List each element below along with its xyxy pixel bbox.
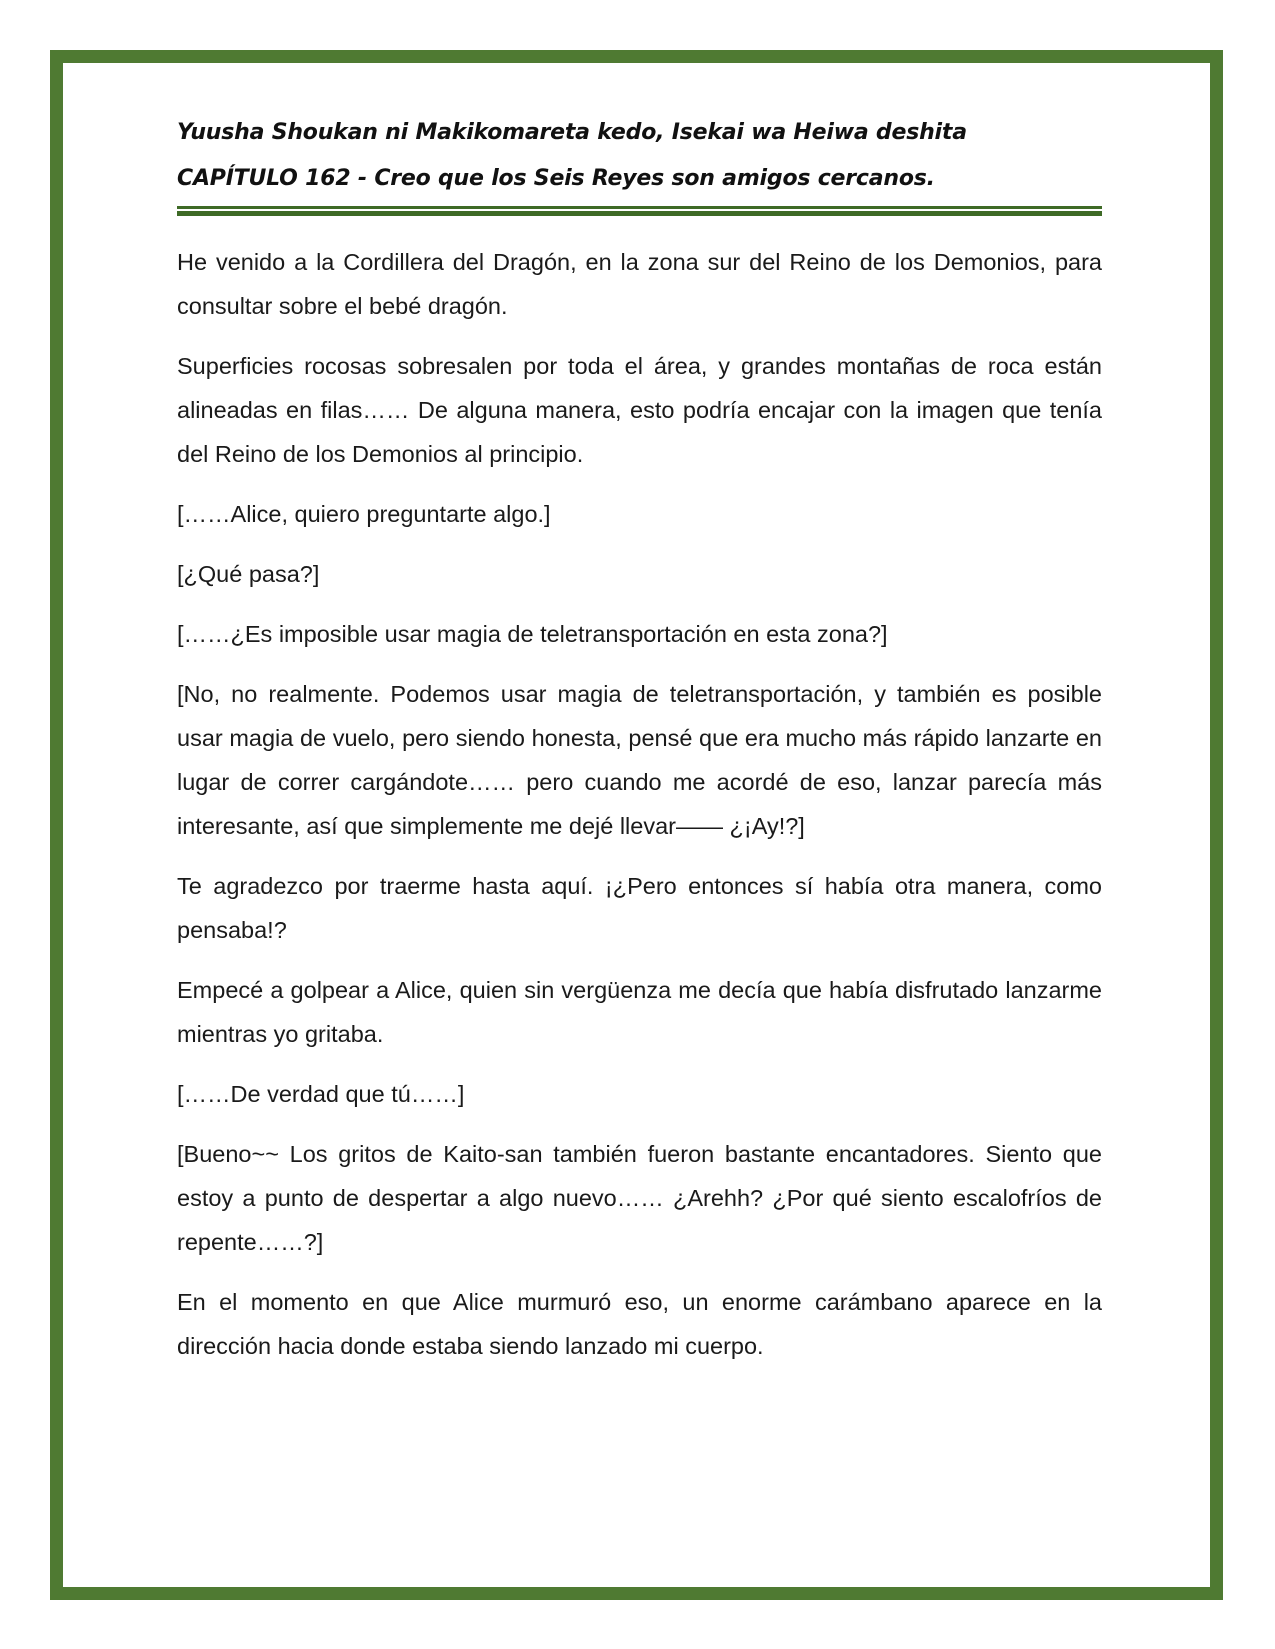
paragraph: Empecé a golpear a Alice, quien sin vergüenza me decía que había disfrutado lanzarme mientras yo gritaba. — [177, 977, 1102, 1047]
document-content — [177, 110, 1102, 1384]
paragraph: Te agradezco por traerme hasta aquí. ¡¿Pero entonces sí había otra manera, como pensaba!? — [177, 873, 1102, 943]
series-title: Yuusha Shoukan ni Makikomareta kedo, Isekai wa Heiwa deshita — [177, 120, 967, 145]
paragraph: [Bueno~~ Los gritos de Kaito-san también fueron bastante encantadores. Siento que estoy a punto de despertar a algo nuevo…… ¿Arehh? ¿Por qué siento escalofríos de repente……?] — [177, 1141, 1102, 1255]
paragraph: [……De verdad que tú……] — [177, 1081, 465, 1107]
title-divider — [177, 206, 1102, 216]
paragraph: [……Alice, quiero preguntarte algo.] — [177, 501, 551, 527]
paragraph: Superficies rocosas sobresalen por toda el área, y grandes montañas de roca están alineadas en filas…… De alguna manera, esto podría encajar con la imagen que tenía del Reino de los Demonios al principio. — [177, 353, 1102, 467]
paragraph: [……¿Es imposible usar magia de teletransportación en esta zona?] — [177, 621, 888, 647]
paragraph: En el momento en que Alice murmuró eso, un enorme carámbano aparece en la dirección hacia donde estaba siendo lanzado mi cuerpo. — [177, 1289, 1102, 1359]
paragraph: [No, no realmente. Podemos usar magia de teletransportación, y también es posible usar magia de vuelo, pero siendo honesta, pensé que era mucho más rápido lanzarte en lugar de correr cargándote…… pero cuando me acordé de eso, lanzar parecía más interesante, así que simplemente me dejé llevar—— ¿¡Ay!?] — [177, 681, 1102, 839]
chapter-body — [177, 240, 1102, 1368]
chapter-title: CAPÍTULO 162 - Creo que los Seis Reyes son amigos cercanos. — [177, 166, 935, 191]
paragraph: [¿Qué pasa?] — [177, 561, 320, 587]
paragraph: He venido a la Cordillera del Dragón, en la zona sur del Reino de los Demonios, para consultar sobre el bebé dragón. — [177, 249, 1102, 319]
